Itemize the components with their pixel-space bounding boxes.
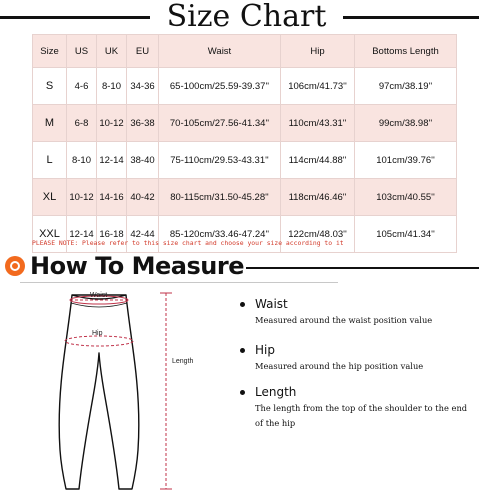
cell-length: 99cm/38.98'' — [355, 105, 457, 142]
cell-uk: 12-14 — [97, 142, 127, 179]
cell-waist: 70-105cm/27.56-41.34'' — [159, 105, 281, 142]
cell-waist: 85-120cm/33.46-47.24'' — [159, 216, 281, 253]
cell-size: M — [33, 105, 67, 142]
cell-hip: 122cm/48.03'' — [281, 216, 355, 253]
table-header-row — [33, 35, 457, 68]
measure-description: Measured around the hip position value — [255, 361, 424, 371]
cell-hip: 118cm/46.46'' — [281, 179, 355, 216]
measure-heading: Hip — [255, 343, 275, 357]
cell-length: 101cm/39.76'' — [355, 142, 457, 179]
cell-eu: 36-38 — [127, 105, 159, 142]
cell-hip: 114cm/44.88'' — [281, 142, 355, 179]
cell-waist: 75-110cm/29.53-43.31'' — [159, 142, 281, 179]
cell-hip: 106cm/41.73'' — [281, 68, 355, 105]
cell-uk: 14-16 — [97, 179, 127, 216]
page-title: Size Chart — [166, 0, 327, 34]
leggings-diagram — [0, 285, 230, 495]
bullet-icon — [240, 348, 245, 353]
cell-length: 103cm/40.55'' — [355, 179, 457, 216]
cell-us: 12-14 — [67, 216, 97, 253]
bullet-icon — [240, 302, 245, 307]
bullet-icon — [240, 390, 245, 395]
length-label: Length — [172, 358, 194, 365]
table-row — [33, 179, 457, 216]
cell-us: 8-10 — [67, 142, 97, 179]
header-hip: Hip — [281, 35, 355, 68]
table-row — [33, 105, 457, 142]
cell-us: 10-12 — [67, 179, 97, 216]
measure-heading: Length — [255, 385, 297, 399]
header-us: US — [67, 35, 97, 68]
cell-eu: 38-40 — [127, 142, 159, 179]
header-size: Size — [33, 35, 67, 68]
cell-uk: 10-12 — [97, 105, 127, 142]
table-row — [33, 142, 457, 179]
header-eu: EU — [127, 35, 159, 68]
header-uk: UK — [97, 35, 127, 68]
hip-guide — [65, 336, 133, 346]
how-to-rule — [246, 267, 479, 269]
leggings-outline — [59, 295, 139, 489]
cell-us: 6-8 — [67, 105, 97, 142]
cell-size: S — [33, 68, 67, 105]
cell-eu: 34-36 — [127, 68, 159, 105]
cell-size: XXL — [33, 216, 67, 253]
cell-hip: 110cm/43.31'' — [281, 105, 355, 142]
size-table — [32, 34, 457, 253]
size-note: PLEASE NOTE: Please refer to this size chart and choose your size according to it — [32, 239, 344, 247]
cell-waist: 80-115cm/31.50-45.28'' — [159, 179, 281, 216]
header-bottoms-length: Bottoms Length — [355, 35, 457, 68]
cell-eu: 40-42 — [127, 179, 159, 216]
hip-label: Hip — [92, 330, 103, 337]
cell-size: L — [33, 142, 67, 179]
cell-uk: 8-10 — [97, 68, 127, 105]
cell-eu: 42-44 — [127, 216, 159, 253]
title-rule-left — [0, 16, 150, 19]
cell-length: 97cm/38.19'' — [355, 68, 457, 105]
length-guide — [160, 293, 172, 489]
cell-waist: 65-100cm/25.59-39.37'' — [159, 68, 281, 105]
target-icon — [5, 256, 25, 276]
title-rule-right — [343, 16, 479, 19]
cell-us: 4-6 — [67, 68, 97, 105]
cell-uk: 16-18 — [97, 216, 127, 253]
section-divider — [20, 282, 338, 283]
header-waist: Waist — [159, 35, 281, 68]
measure-heading: Waist — [255, 297, 288, 311]
how-to-measure-title: How To Measure — [30, 252, 244, 280]
cell-length: 105cm/41.34'' — [355, 216, 457, 253]
cell-size: XL — [33, 179, 67, 216]
waist-label: Waist — [90, 292, 108, 299]
measure-description: The length from the top of the shoulder to the end of the hip — [255, 403, 468, 428]
measure-description: Measured around the waist position value — [255, 315, 433, 325]
table-row — [33, 68, 457, 105]
size-chart-header — [0, 0, 479, 34]
